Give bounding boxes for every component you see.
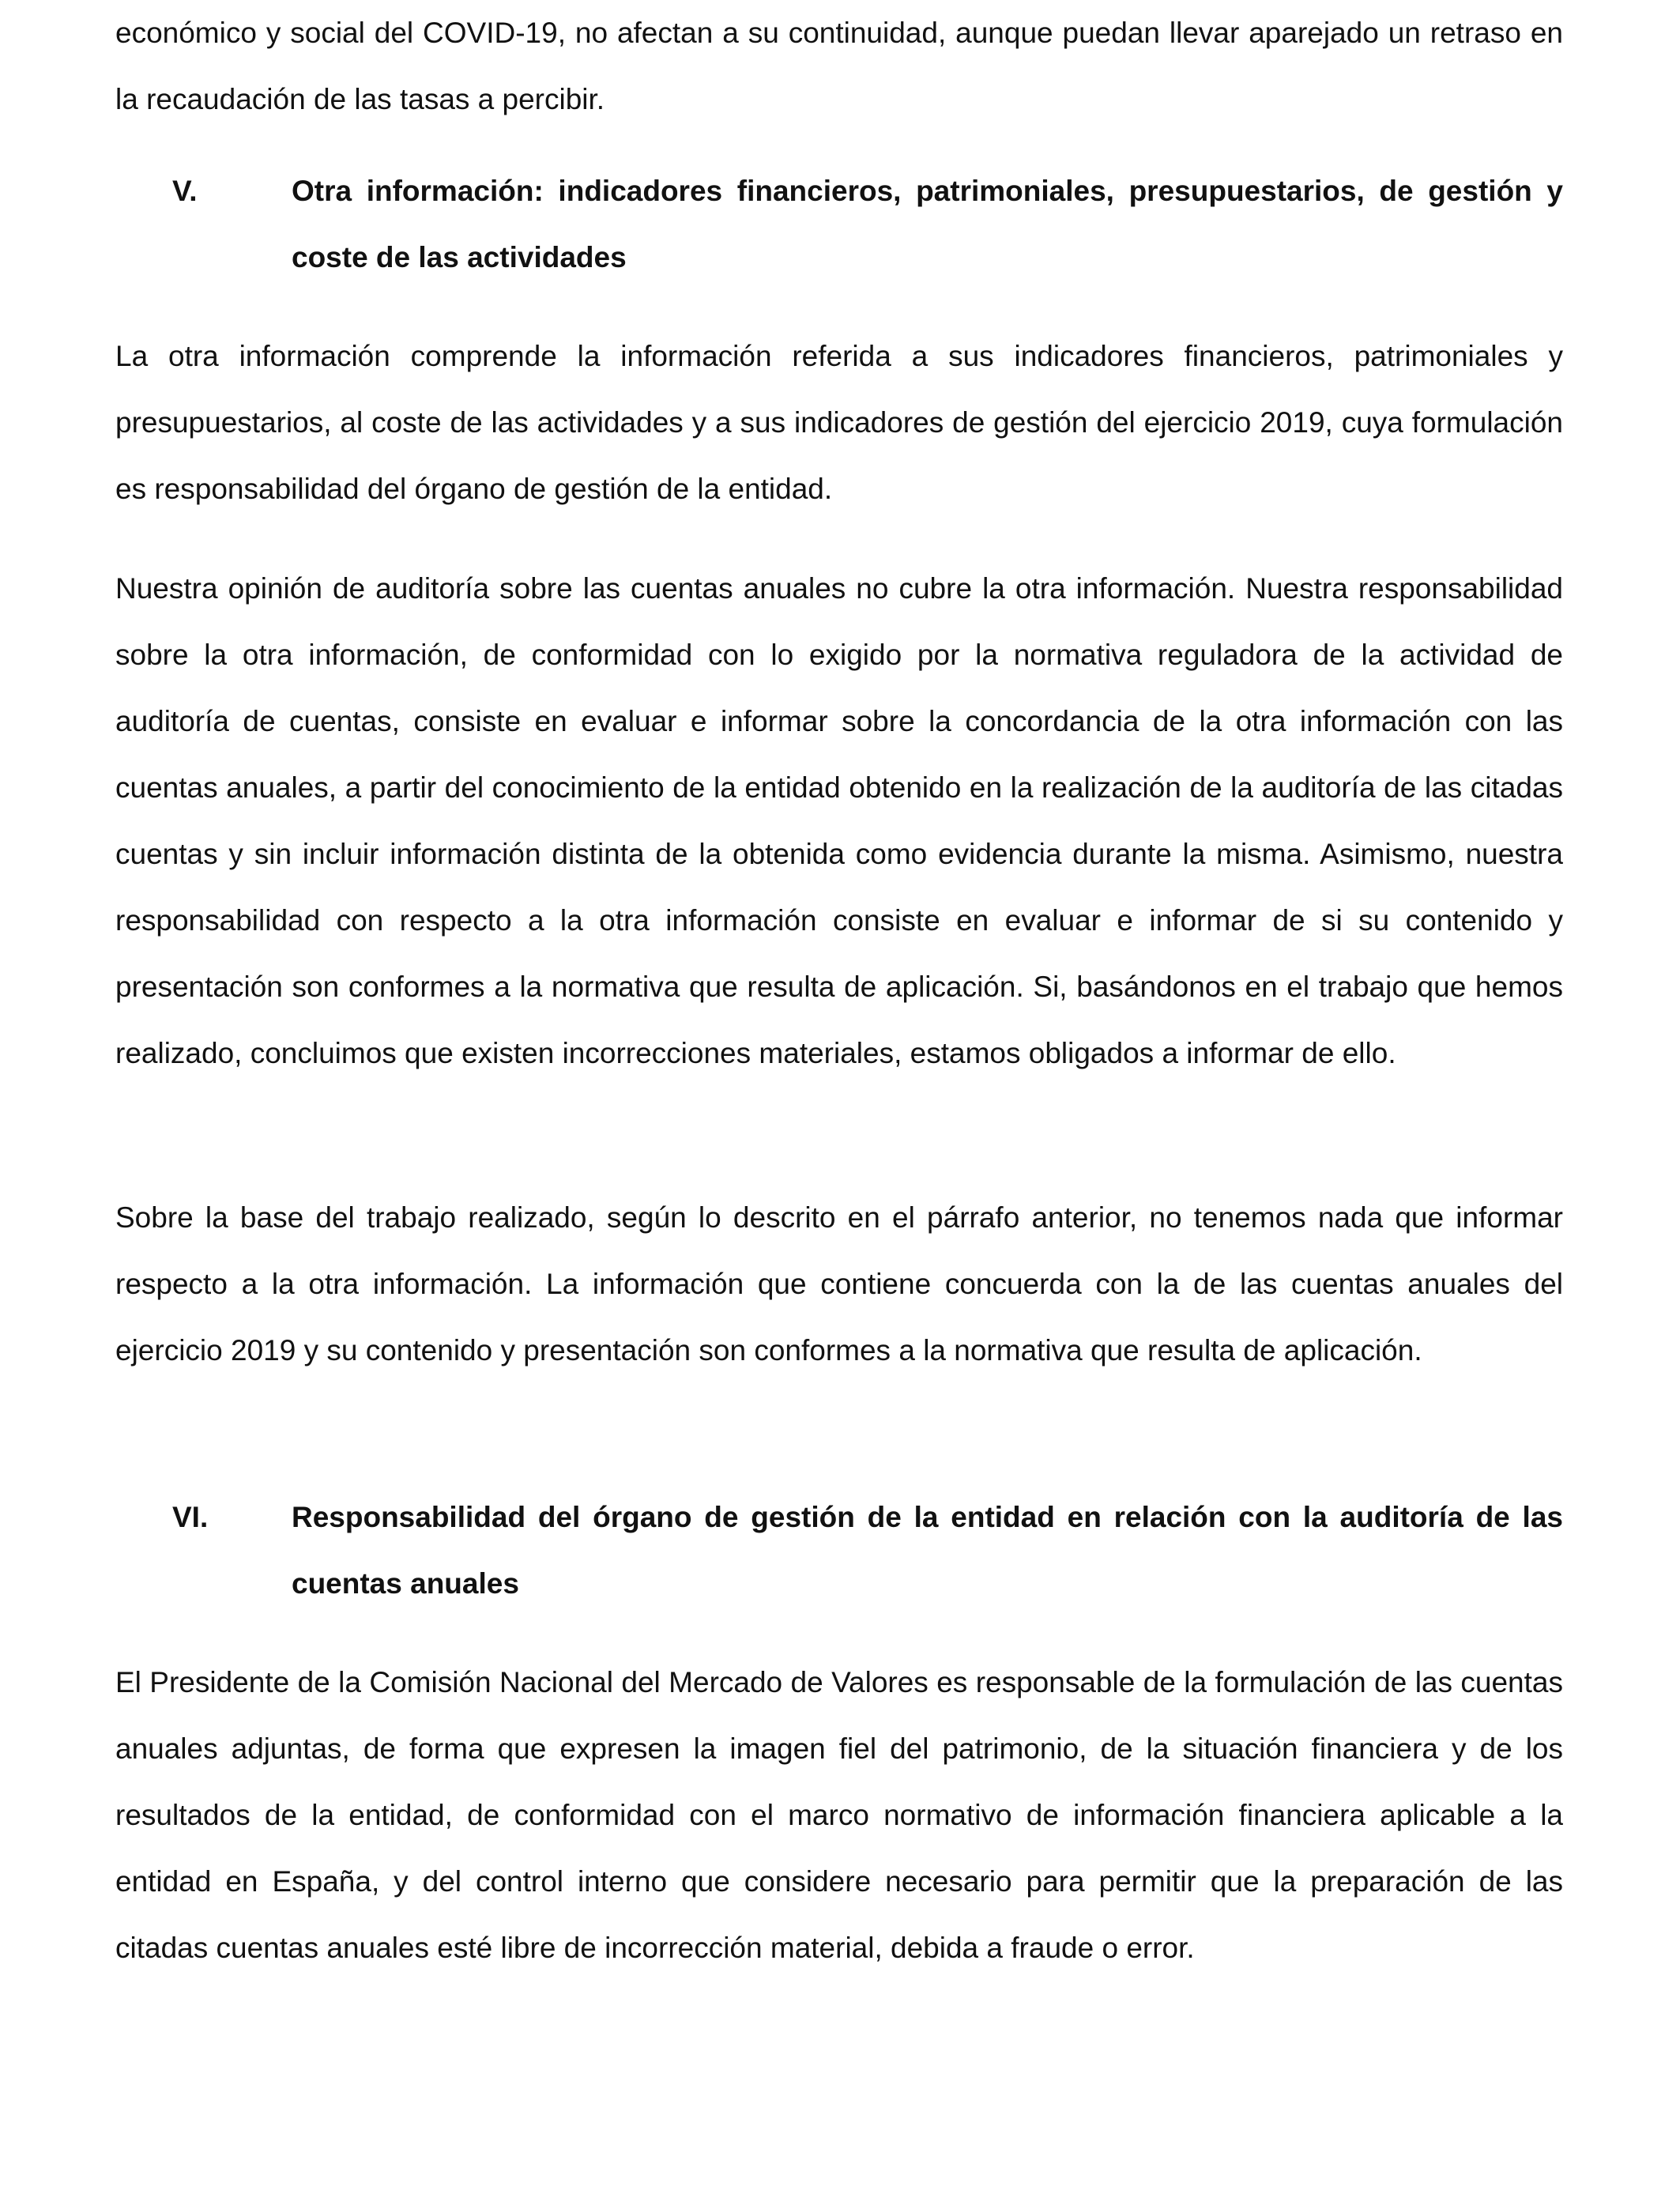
section-v-number: V. xyxy=(172,175,198,207)
section-vi-title: Responsabilidad del órgano de gestión de la entidad en relación con la auditoría de las cuentas anuales xyxy=(292,1501,1563,1600)
section-vi-number: VI. xyxy=(172,1501,209,1533)
section-v-paragraph-2: Nuestra opinión de auditoría sobre las cuentas anuales no cubre la otra información. Nuestra responsabilidad sobre la otra información, de conformidad con lo exigido por la normativa reguladora de la actividad de auditoría de cuentas, consiste en evaluar e informar sobre la concordancia de la otra información con las cuentas anuales, a partir del conocimiento de la entidad obtenido en la realización de la auditoría de las citadas cuentas y sin incluir información distinta de la obtenida como evidencia durante la misma. Asimismo, nuestra responsabilidad con respecto a la otra información consiste en evaluar e informar de si su contenido y presentación son conformes a la normativa que resulta de aplicación. Si, basándonos en el trabajo que hemos realizado, concluimos que existen incorrecciones materiales, estamos obligados a informar de ello. xyxy=(115,572,1563,1069)
section-v-title: Otra información: indicadores financieros, patrimoniales, presupuestarios, de gestión y coste de las actividades xyxy=(292,175,1563,273)
section-v-paragraph-1: La otra información comprende la información referida a sus indicadores financieros, patrimoniales y presupuestarios, al coste de las actividades y a sus indicadores de gestión del ejercicio 2019, cuya formulación es responsabilidad del órgano de gestión de la entidad. xyxy=(115,340,1563,505)
section-vi-paragraph-1: El Presidente de la Comisión Nacional del Mercado de Valores es responsable de la formulación de las cuentas anuales adjuntas, de forma que expresen la imagen fiel del patrimonio, de la situación financiera y de los resultados de la entidad, de conformidad con el marco normativo de información financiera aplicable a la entidad en España, y del control interno que considere necesario para permitir que la preparación de las citadas cuentas anuales esté libre de incorrección material, debida a fraude o error. xyxy=(115,1666,1563,1964)
section-v-paragraph-3: Sobre la base del trabajo realizado, según lo descrito en el párrafo anterior, no tenemos nada que informar respecto a la otra información. La información que contiene concuerda con la de las cuentas anuales del ejercicio 2019 y su contenido y presentación son conformes a la normativa que resulta de aplicación. xyxy=(115,1201,1563,1367)
intro-paragraph: económico y social del COVID-19, no afectan a su continuidad, aunque puedan llevar aparejado un retraso en la recaudación de las tasas a percibir. xyxy=(115,17,1563,115)
